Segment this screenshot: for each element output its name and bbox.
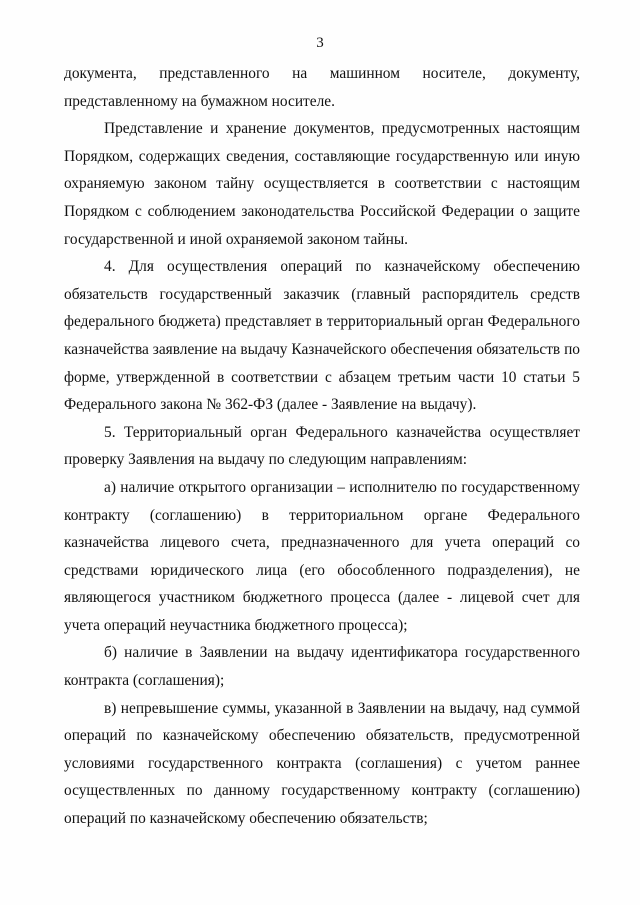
- paragraph-item-4: 4. Для осуществления операций по казначейскому обеспечению обязательств государственный заказчик (главный распорядитель средств федерального бюджета) представляет в территориальный орган Федерального казначейства заявление на выдачу Казначейского обеспечения обязательств по форме, утвержденной в соответствии с абзацем третьим части 10 статьи 5 Федерального закона № 362-ФЗ (далее - Заявление на выдачу).: [64, 258, 580, 414]
- paragraph-item-5: 5. Территориальный орган Федерального казначейства осуществляет проверку Заявления на выдачу по следующим направлениям:: [64, 423, 580, 469]
- paragraph-item-5b: б) наличие в Заявлении на выдачу идентификатора государственного контракта (соглашения);: [64, 644, 580, 690]
- paragraph-item-5v: в) непревышение суммы, указанной в Заявлении на выдачу, над суммой операций по казначейскому обеспечению обязательств, предусмотренной условиями государственного контракта (соглашения) с учетом раннее осуществленных по данному государственному контракту (соглашению) операций по казначейскому обеспечению обязательств;: [64, 699, 580, 828]
- document-body: [64, 60, 580, 833]
- paragraph-continuation: документа, представленного на машинном носителе, документу, представленному на бумажном носителе.: [64, 65, 580, 110]
- page-number: 3: [316, 35, 324, 51]
- paragraph-item-5a: а) наличие открытого организации – исполнителю по государственному контракту (соглашению) в территориальном органе Федерального казначейства лицевого счета, предназначенного для учета операций со средствами юридического лица (его обособленного подразделения), не являющегося участником бюджетного процесса (далее - лицевой счет для учета операций неучастника бюджетного процесса);: [64, 478, 580, 634]
- paragraph-storage: Представление и хранение документов, предусмотренных настоящим Порядком, содержащих сведения, составляющие государственную или иную охраняемую законом тайну осуществляется в соответствии с настоящим Порядком с соблюдением законодательства Российской Федерации о защите государственной и иной охраняемой законом тайны.: [64, 120, 580, 248]
